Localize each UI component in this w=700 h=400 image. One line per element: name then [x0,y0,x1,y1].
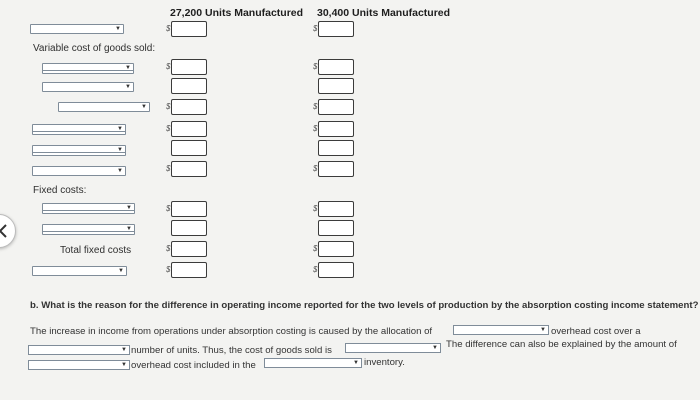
amount-input-col1-var3[interactable] [171,99,207,115]
currency-symbol: $ [313,102,318,111]
chevron-left-icon [0,224,8,238]
currency-symbol: $ [313,204,318,213]
amount-input-col2-var4[interactable] [318,121,354,137]
fixed-costs-label: Fixed costs: [33,185,87,196]
amount-input-col1-var6[interactable] [171,161,207,177]
currency-symbol: $ [313,164,318,173]
variable-item-select-5[interactable] [32,145,126,153]
amount-input-col1-fix3[interactable] [171,241,207,257]
currency-symbol: $ [166,124,171,133]
fixed-item-select-2[interactable] [42,224,135,232]
amount-input-col2-var2[interactable] [318,78,354,94]
caret-down-icon: ▼ [117,168,123,174]
caret-down-icon: ▼ [121,347,127,353]
currency-symbol: $ [166,24,171,33]
caret-down-icon: ▼ [121,362,127,368]
amount-input-col2-var1[interactable] [318,59,354,75]
variable-item-select-3[interactable] [58,102,150,112]
part-b-line3-a: overhead cost included in the [131,360,256,371]
total-fixed-costs-label: Total fixed costs [60,245,132,256]
caret-down-icon: ▼ [126,205,132,211]
amount-input-col1-row1[interactable] [171,21,207,37]
part-b-line2-b: The difference can also be explained by the amount of [446,339,677,350]
inventory-select[interactable] [264,358,362,368]
amount-input-col2-var3[interactable] [318,99,354,115]
part-b-line1-b: overhead cost over a [551,326,641,337]
currency-symbol: $ [166,102,171,111]
amount-input-col1-fix4[interactable] [171,262,207,278]
caret-down-icon: ▼ [117,126,123,132]
line-item-select-1[interactable] [30,24,124,34]
amount-input-col2-var6[interactable] [318,161,354,177]
variable-item-select-4[interactable] [32,124,126,132]
currency-symbol: $ [313,62,318,71]
amount-input-col1-fix1[interactable] [171,201,207,217]
amount-input-col2-row1[interactable] [318,21,354,37]
caret-down-icon: ▼ [115,26,121,32]
allocation-select[interactable] [453,325,549,335]
amount-input-col1-var2[interactable] [171,78,207,94]
part-b-line1-a: The increase in income from operations under absorption costing is caused by the allocation of [30,326,433,337]
caret-down-icon: ▼ [540,327,546,333]
back-button[interactable] [0,214,16,248]
amount-input-col1-var4[interactable] [171,121,207,137]
currency-symbol: $ [313,244,318,253]
cost-of-goods-sold-select[interactable] [345,343,441,353]
caret-down-icon: ▼ [432,345,438,351]
currency-symbol: $ [166,164,171,173]
currency-symbol: $ [166,265,171,274]
number-of-units-select[interactable] [28,345,130,355]
column-header-27200: 27,200 Units Manufactured [170,7,304,19]
part-b-question: b. What is the reason for the difference in operating income reported for the two levels of production by the absorption costing income statement? [30,300,699,311]
column-header-30400: 30,400 Units Manufactured [317,7,451,19]
caret-down-icon: ▼ [126,226,132,232]
caret-down-icon: ▼ [353,360,359,366]
variable-item-select-1[interactable] [42,63,134,71]
currency-symbol: $ [313,124,318,133]
currency-symbol: $ [166,62,171,71]
amount-input-col1-var1[interactable] [171,59,207,75]
part-b-line2-a: number of units. Thus, the cost of goods sold is [131,345,332,356]
part-b-line3-b: inventory. [364,357,405,368]
fixed-item-select-3[interactable] [32,266,127,276]
amount-input-col2-var5[interactable] [318,140,354,156]
overhead-cost-select[interactable] [28,360,130,370]
currency-symbol: $ [313,265,318,274]
caret-down-icon: ▼ [117,147,123,153]
amount-input-col1-fix2[interactable] [171,220,207,236]
variable-item-select-6[interactable] [32,166,126,176]
caret-down-icon: ▼ [141,104,147,110]
amount-input-col2-fix1[interactable] [318,201,354,217]
caret-down-icon: ▼ [125,84,131,90]
currency-symbol: $ [166,204,171,213]
caret-down-icon: ▼ [125,65,131,71]
fixed-item-select-1[interactable] [42,203,135,211]
amount-input-col2-fix4[interactable] [318,262,354,278]
variable-cost-label: Variable cost of goods sold: [33,43,156,54]
caret-down-icon: ▼ [118,268,124,274]
currency-symbol: $ [166,244,171,253]
variable-item-select-2[interactable] [42,82,134,92]
amount-input-col2-fix3[interactable] [318,241,354,257]
amount-input-col1-var5[interactable] [171,140,207,156]
currency-symbol: $ [313,24,318,33]
amount-input-col2-fix2[interactable] [318,220,354,236]
